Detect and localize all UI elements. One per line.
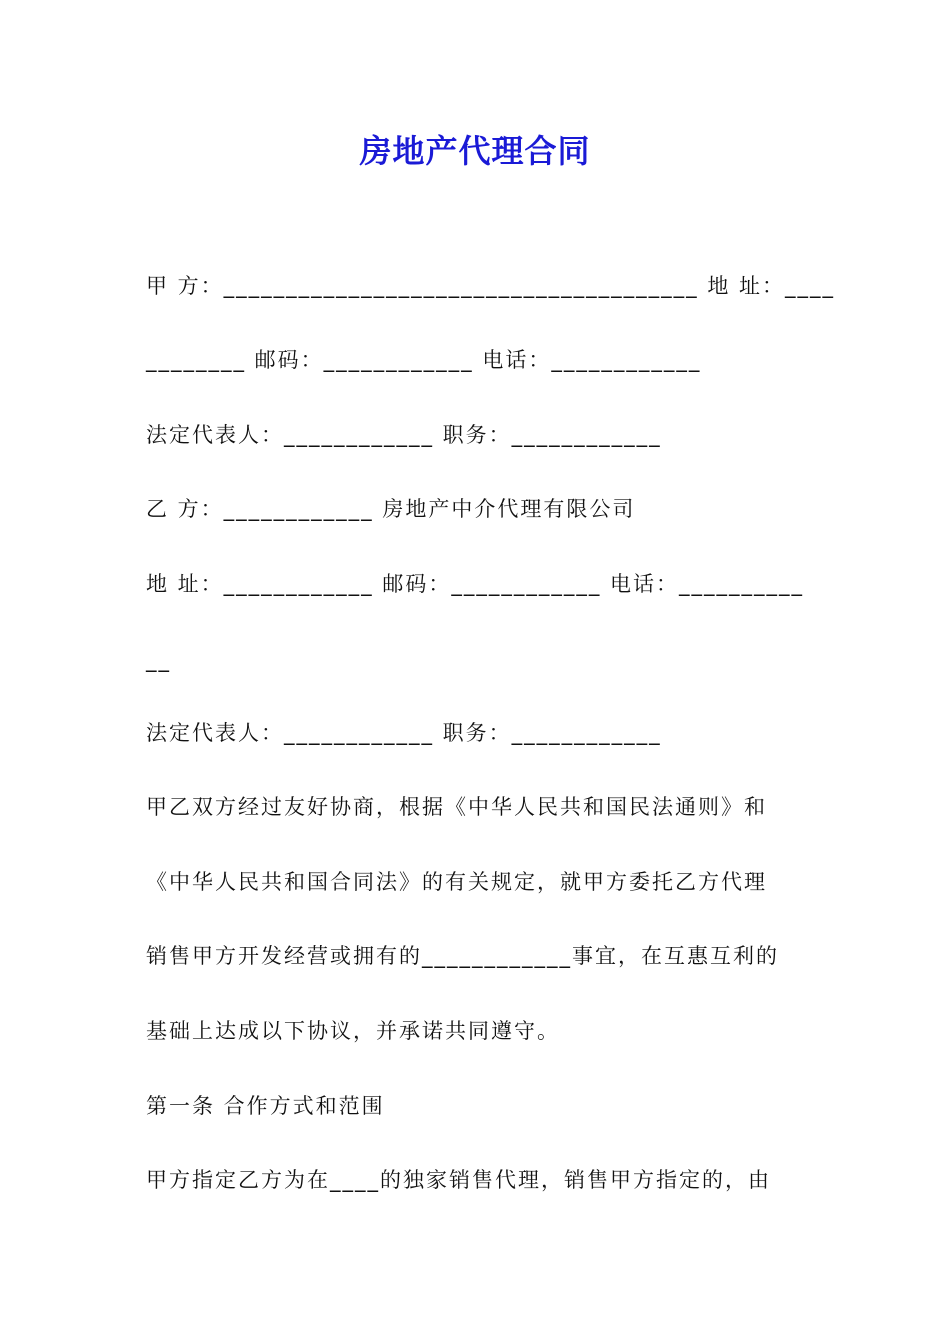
party-b-representative-line: 法定代表人：____________ 职务：____________ — [146, 721, 662, 745]
article-1-heading: 第一条 合作方式和范围 — [146, 1094, 385, 1118]
preamble-line-4: 基础上达成以下协议，并承诺共同遵守。 — [146, 1019, 560, 1043]
party-a-line: 甲 方：______________________________________ 地 址：____ — [146, 274, 836, 298]
document-title: 房地产代理合同 — [359, 132, 591, 170]
preamble-line-3: 销售甲方开发经营或拥有的____________事宜，在互惠互利的 — [146, 944, 779, 968]
party-a-representative-line: 法定代表人：____________ 职务：____________ — [146, 423, 662, 447]
party-b-line: 乙 方：____________ 房地产中介代理有限公司 — [146, 497, 636, 521]
article-1-text: 甲方指定乙方为在____的独家销售代理，销售甲方指定的，由 — [146, 1168, 771, 1192]
party-b-contact-continuation: __ — [146, 648, 171, 672]
party-b-contact-line: 地 址：____________ 邮码：____________ 电话：__________ — [146, 572, 805, 596]
party-a-contact-line: ________ 邮码：____________ 电话：____________ — [146, 348, 702, 372]
preamble-line-2: 《中华人民共和国合同法》的有关规定，就甲方委托乙方代理 — [146, 870, 767, 894]
preamble-line-1: 甲乙双方经过友好协商，根据《中华人民共和国民法通则》和 — [146, 795, 767, 819]
